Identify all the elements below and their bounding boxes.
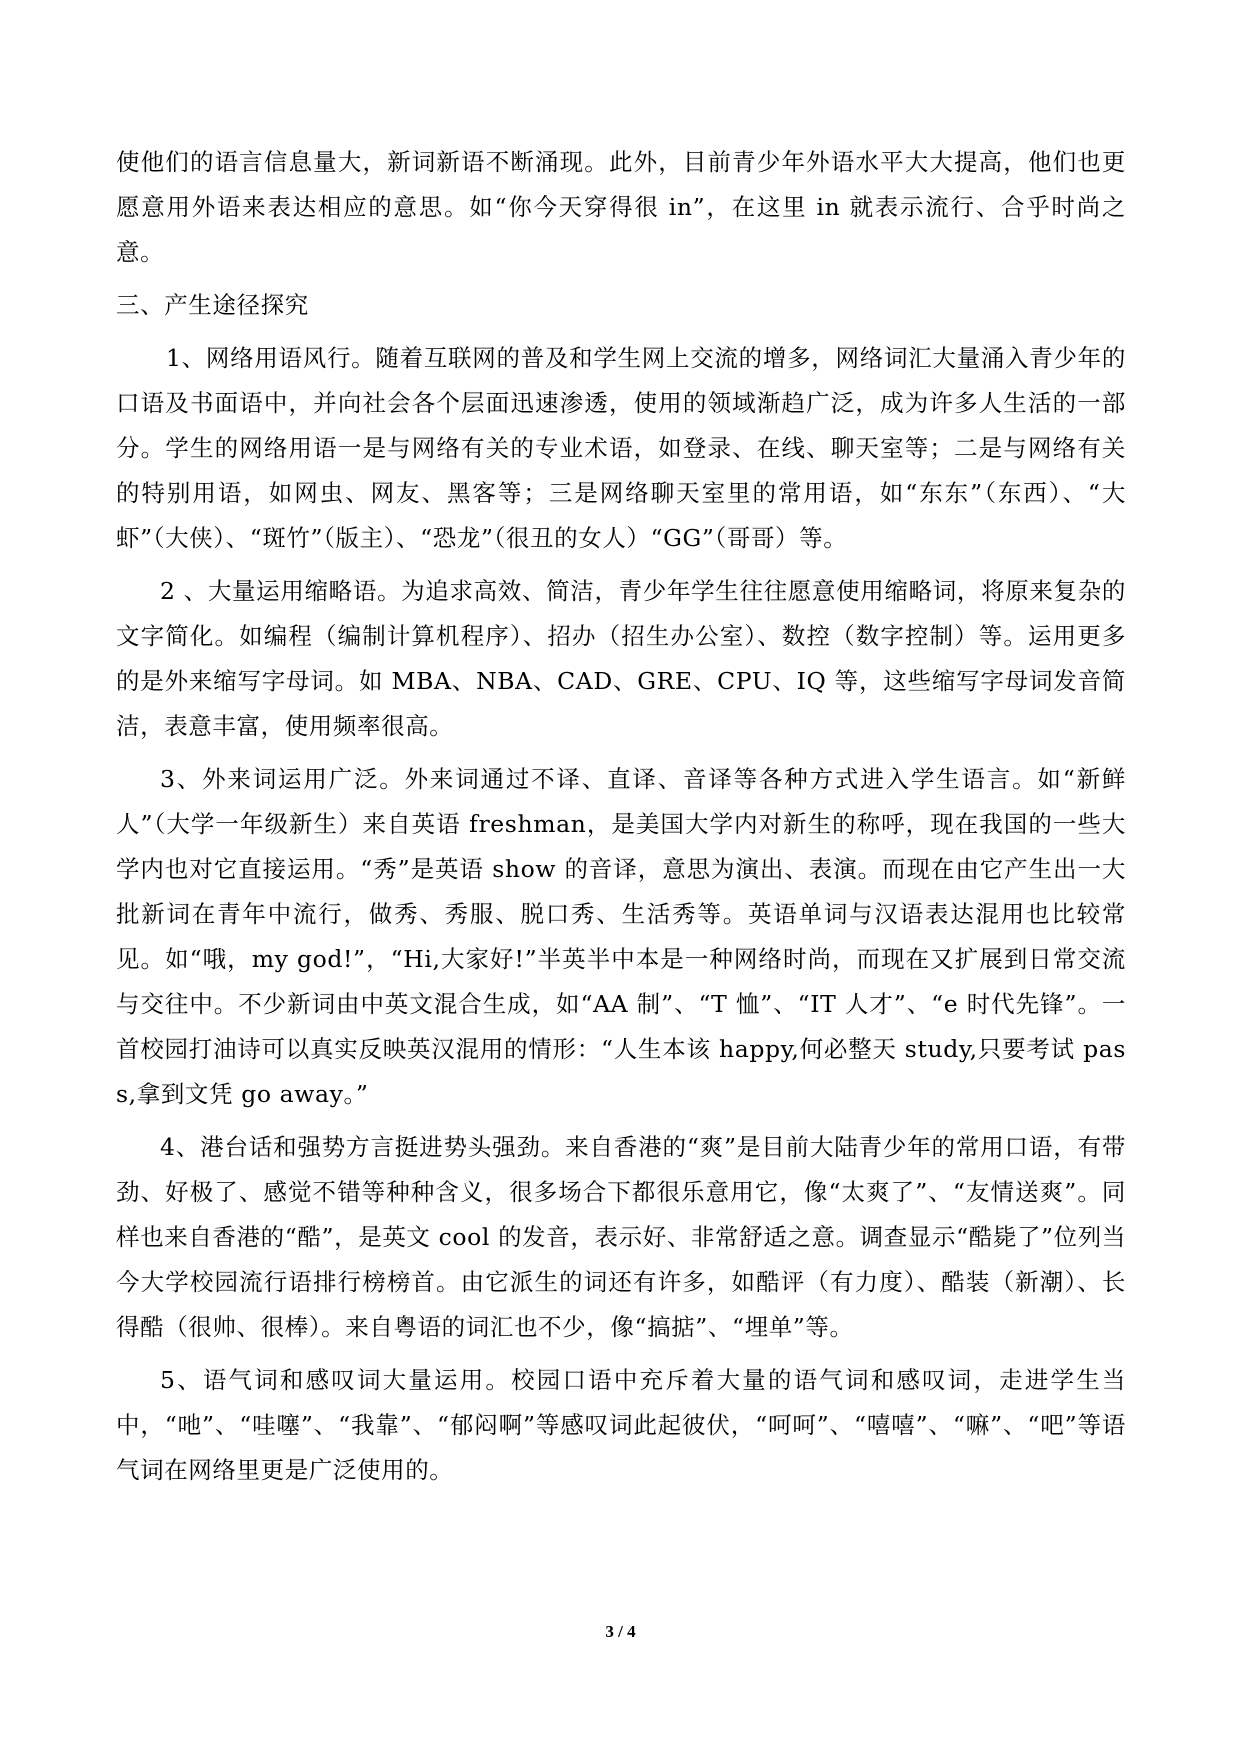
paragraph-abbreviations: 2 、大量运用缩略语。为追求高效、简洁，青少年学生往往愿意使用缩略词，将原来复杂的文字简化。如编程（编制计算机程序）、招办（招生办公室）、数控（数字控制）等。运用更多的是外来缩写字母词。如 MBA、NBA、CAD、GRE、CPU、IQ 等，这些缩写字母词发音简洁，表意丰富，使用频率很高。: [116, 577, 1126, 740]
page-number: 3 / 4: [605, 1622, 636, 1641]
document-body: [116, 140, 1126, 1501]
section-heading: 三、产生途径探究: [116, 291, 309, 319]
paragraph-interjections: 5、语气词和感叹词大量运用。校园口语中充斥着大量的语气词和感叹词，走进学生当中，“吔”、“哇噻”、“我靠”、“郁闷啊”等感叹词此起彼伏，“呵呵”、“嘻嘻”、“嘛”、“吧”等语气词在网络里更是广泛使用的。: [116, 1366, 1126, 1484]
paragraph-continuation: 使他们的语言信息量大，新词新语不断涌现。此外，目前青少年外语水平大大提高，他们也更愿意用外语来表达相应的意思。如“你今天穿得很 in”，在这里 in 就表示流行、合乎时尚之意。: [116, 148, 1126, 266]
paragraph-network-terms: 1、网络用语风行。随着互联网的普及和学生网上交流的增多，网络词汇大量涌入青少年的口语及书面语中，并向社会各个层面迅速渗透，使用的领域渐趋广泛，成为许多人生活的一部分。学生的网络用语一是与网络有关的专业术语，如登录、在线、聊天室等；二是与网络有关的特别用语，如网虫、网友、黑客等；三是网络聊天室里的常用语，如“东东”（东西）、“大虾”（大侠）、“斑竹”（版主）、“恐龙”（很丑的女人）“GG”（哥哥）等。: [116, 344, 1126, 552]
paragraph-dialects: 4、港台话和强势方言挺进势头强劲。来自香港的“爽”是目前大陆青少年的常用口语，有带劲、好极了、感觉不错等种种含义，很多场合下都很乐意用它，像“太爽了”、“友情送爽”。同样也来自香港的“酷”，是英文 cool 的发音，表示好、非常舒适之意。调查显示“酷毙了”位列当今大学校园流行语排行榜榜首。由它派生的词还有许多，如酷评（有力度）、酷装（新潮）、长得酷（很帅、很棒）。来自粤语的词汇也不少，像“搞掂”、“埋单”等。: [116, 1133, 1126, 1341]
paragraph-loanwords: 3、外来词运用广泛。外来词通过不译、直译、音译等各种方式进入学生语言。如“新鲜人”（大学一年级新生）来自英语 freshman，是美国大学内对新生的称呼，现在我国的一些大学内也对它直接运用。“秀”是英语 show 的音译，意思为演出、表演。而现在由它产生出一大批新词在青年中流行，做秀、秀服、脱口秀、生活秀等。英语单词与汉语表达混用也比较常见。如“哦，my god!”，“Hi,大家好!”半英半中本是一种网络时尚，而现在又扩展到日常交流与交往中。不少新词由中英文混合生成，如“AA 制”、“T 恤”、“IT 人才”、“e 时代先锋”。一首校园打油诗可以真实反映英汉混用的情形：“人生本该 happy,何必整天 study,只要考试 pass,拿到文凭 go away。”: [116, 765, 1126, 1108]
